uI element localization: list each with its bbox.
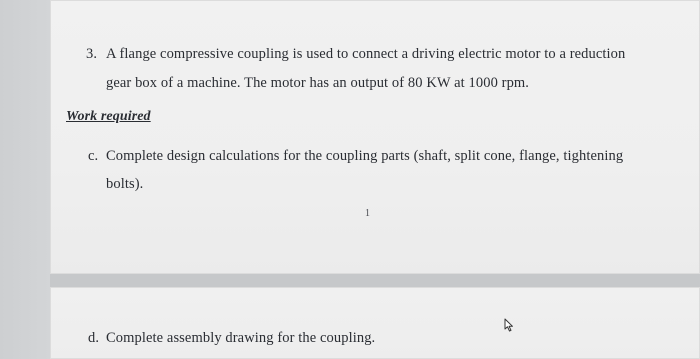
question-text-line-1: A flange compressive coupling is used to connect a driving electric motor to a reduction: [106, 46, 626, 62]
item-d-text: Complete assembly drawing for the coupling.: [106, 330, 376, 346]
page-number: 1: [365, 208, 371, 219]
question-number: 3.: [86, 46, 98, 62]
question-text-line-2: gear box of a machine. The motor has an output of 80 KW at 1000 rpm.: [106, 75, 530, 91]
page-1: [50, 0, 700, 274]
item-c-text-line-1: Complete design calculations for the coupling parts (shaft, split cone, flange, tightening: [106, 148, 624, 164]
item-c-text-line-2: bolts).: [106, 176, 144, 192]
left-margin: [0, 0, 50, 359]
work-required-heading: Work required: [66, 109, 151, 124]
cursor-arrow-icon: [502, 318, 516, 332]
page-2: [50, 287, 700, 359]
page-separator: [50, 274, 700, 287]
item-c-label: c.: [88, 148, 99, 164]
item-d-label: d.: [88, 330, 100, 346]
